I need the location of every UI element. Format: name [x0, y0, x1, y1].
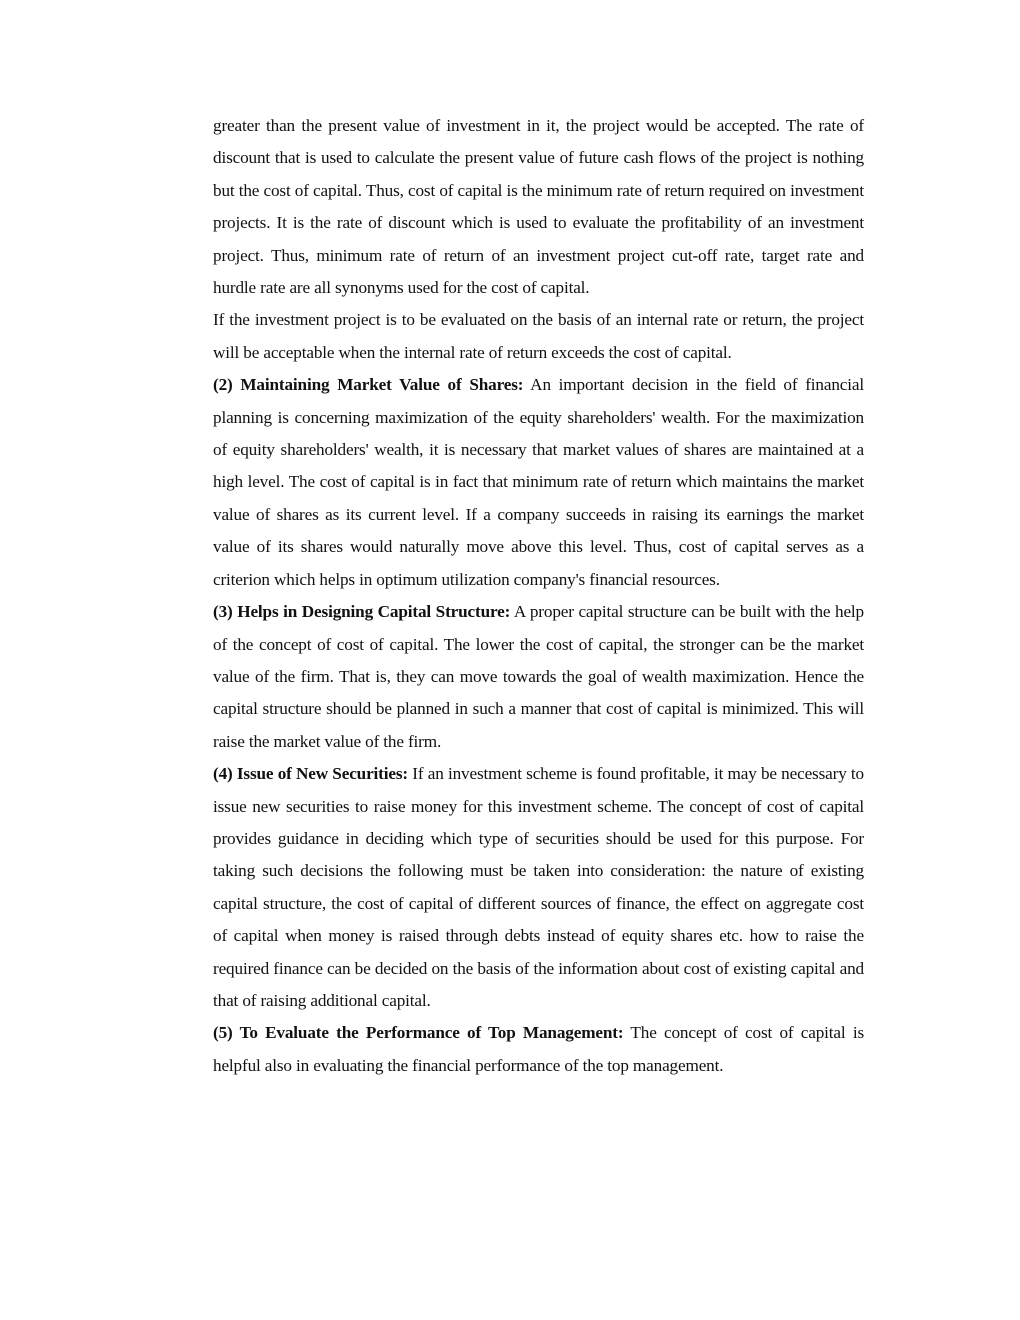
section-heading-new-securities: (4) Issue of New Securities: — [213, 764, 408, 784]
paragraph-text: A proper capital structure can be built with the help of the concept of cost of capital. The lower the cost of capital, the stronger can be the market value of the firm. That is, they can move towards the goal of wealth maximization. Hence the capital structure should be planned in such a manner that cost of capital is minimized. This will raise the market value of the firm. — [213, 602, 864, 751]
paragraph-text: The concept of cost of capital is helpful also in evaluating the financial performance of the top management. — [213, 1023, 865, 1075]
section-heading-capital-structure: (3) Helps in Designing Capital Structure: — [213, 602, 511, 622]
paragraph-text: An important decision in the field of financial planning is concerning maximization of the equity shareholders' wealth. For the maximization of equity shareholders' wealth, it is necessary that market values of shares are maintained at a high level. The cost of capital is in fact that minimum rate of return which maintains the market value of shares as its current level. If a company succeeds in raising its earnings the market value of its shares would naturally move above this level. Thus, cost of capital serves as a criterion which helps in optimum utilization company's financial resources. — [213, 375, 864, 589]
section-heading-market-value: (2) Maintaining Market Value of Shares: — [213, 375, 524, 395]
paragraph-top-management — [213, 1017, 864, 1082]
section-heading-top-management: (5) To Evaluate the Performance of Top Management: — [213, 1023, 624, 1043]
paragraph-new-securities — [213, 758, 864, 1017]
paragraph-cost-of-capital-discount-rate — [213, 110, 864, 304]
paragraph-text: If the investment project is to be evaluated on the basis of an internal rate or return, the project will be acceptable when the internal rate of return exceeds the cost of capital. — [213, 310, 864, 362]
paragraph-market-value-of-shares — [213, 369, 864, 596]
paragraph-capital-structure — [213, 596, 864, 758]
paragraph-internal-rate-of-return — [213, 304, 864, 369]
paragraph-text: greater than the present value of investment in it, the project would be accepted. The rate of discount that is used to calculate the present value of future cash flows of the project is nothing but the cost of capital. Thus, cost of capital is the minimum rate of return required on investment projects. It is the rate of discount which is used to evaluate the profitability of an investment project. Thus, minimum rate of return of an investment project cut-off rate, target rate and hurdle rate are all synonyms used for the cost of capital. — [213, 116, 864, 298]
paragraph-text: If an investment scheme is found profitable, it may be necessary to issue new securities to raise money for this investment scheme. The concept of cost of capital provides guidance in deciding which type of securities should be used for this purpose. For taking such decisions the following must be taken into consideration: the nature of existing capital structure, the cost of capital of different sources of finance, the effect on aggregate cost of capital when money is raised through debts instead of equity shares etc. how to raise the required finance can be decided on the basis of the information about cost of existing capital and that of raising additional capital. — [213, 764, 864, 1010]
document-page — [213, 110, 864, 1082]
